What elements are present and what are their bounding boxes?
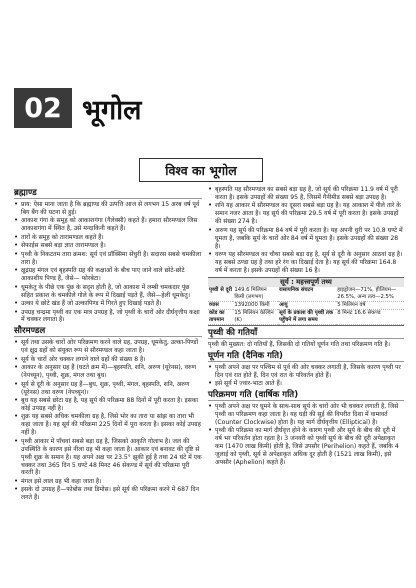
list-item: • इसे सूर्य में ज्वार-भाटा आते हैं। [208,380,404,388]
table-cell: 8 मिनट 16.6 सेकण्ड [336,309,404,324]
list-item: • आकाश गंगा के समूह को आकाशगंगा (गैलेक्सी) कहते हैं। हमारा सौरमण्डल जिस आकाशगंगा में स्थित है, उसे मन्दाकिनी कहते हैं। [14,217,202,233]
revolution-heading: परिक्रमण गति (वार्षिक गति) [208,390,404,401]
list-item: • वरुण यह सौरमण्डल का चौथा सबसे बड़ा ग्रह है, सूर्य से दूरी के अनुसार आठवां ग्रह है। यह सबसे ठण्डा ग्रह है तथा हरे रंग का दिखाई देता है। यह सूर्य की परिक्रमा 164.8 वर्ष में करता है। इसके उपग्रहों की संख्या 16 है। [208,251,404,275]
list-item: • उल्का ये छोटे खंड हैं जो उल्कापिण्ड में गिरते हुए दिखाई पड़ते हैं। [14,300,202,308]
list-item: • धूमकेतु के पीछे एक पूंछ के सदृश होती है, जो आकाश में लम्बी चमकदार पूंछ सहित प्रकाश के चमकीले गोले के रूप में दिखाई पड़ते हैं, जैसे—हेली धूमकेतु। [14,284,202,300]
brahmand-heading: ब्रह्माण्ड [14,188,202,199]
list-item: • मंगल इसे लाल ग्रह भी कहा जाता है। [14,478,202,486]
list-item: • पृथ्वी अपने अक्ष पर पश्चिम से पूर्व की ओर चक्कर लगाती है, जिसके कारण पृथ्वी पर दिन एवं रात होते हैं, दिन एवं रात के परिवर्तन होते हैं। [208,364,404,380]
table-cell: हाइड्रोजन—71%, हीलियम—26.5%, अन्य तत्व—2.5% [336,287,404,301]
table-cell: व्यास [208,301,233,309]
sun-facts-heading: सूर्य : महत्त्वपूर्ण तथ्य [208,278,404,287]
list-item: • क्षुद्रग्रह मंगल एवं बृहस्पति ग्रह की कक्षाओं के बीच पाए जाने वाले छोटे-छोटे आकाशीय पिण्ड हैं, जैसे— फोरबेटा। [14,267,202,283]
sun-facts-table [208,287,404,325]
list-item: • बृहस्पति यह सौरमण्डल का सबसे बड़ा ग्रह है, जो सूर्य की परिक्रमा 11.9 वर्ष में पूरी करता है। इसके उपग्रहों की संख्या 95 है, जिसमें गैनीमीड सबसे बड़ा उपग्रह है। [208,186,404,202]
section-title: विश्व का भूगोल [139,158,263,182]
table-cell: सूर्य के प्रकाश की पृथ्वी तक पहुँचने में लगा समय [278,309,336,324]
planets-list [208,186,404,275]
list-item: • पृथ्वी अपने अक्ष पर घूमने के साथ-साथ सूर्य के चारों ओर भी चक्कर लगाती है, जिसे पृथ्वी का परिक्रमण कहा जाता है। यह घड़ी की सुई की विपरीत दिशा में वामावर्त (Counter Clockwise) होता है। यह मार्ग दीर्घवृत्तीय (Elliptical) है। [208,403,404,427]
right-column [208,186,404,467]
saurmandal-list [14,339,202,502]
rotation-list [208,364,404,388]
rotation-heading: घूर्णन गति (दैनिक गति) [208,351,404,362]
table-cell: 5 मिलियन वर्ष [336,301,404,309]
list-item: • प्राय: ऐसा माना जाता है कि ब्रह्माण्ड की उत्पत्ति आज से लगभग 15 अरब वर्ष पूर्व बिग बैंग की घटना से हुई। [14,201,202,217]
left-column [14,186,202,503]
list-item: • बुध यह सबसे छोटा ग्रह है, यह सूर्य की परिक्रमा 88 दिनों में पूरी करता है। इसका कोई उपग्रह नहीं है। [14,397,202,413]
table-cell: रासायनिक संघटन [278,287,336,301]
table-cell: कोड का तापमान [208,309,233,324]
list-item: • सूर्य तथा उसके चारों ओर परिक्रमण करने वाले ग्रह, उपग्रह, धूमकेतु, उल्का-पिण्डों एवं क्षुद्र ग्रहों को संयुक्त रूप से सौरमण्डल कहा जाता है। [14,339,202,355]
table-row [208,309,404,324]
revolution-list [208,403,404,467]
list-item: • आकार के अनुसार ग्रह हैं (घटते क्रम में)—बृहस्पति, शनि, अरुण (यूरेनस), वरुण (नेपच्यून), पृथ्वी, शुक्र, मंगल तथा बुध। [14,364,202,380]
chapter-header [14,88,141,128]
list-item: • अरुण यह सूर्य की परिक्रमा 84 वर्ष में पूरी करता है। यह अपनी धुरी पर 10.8 घण्टे में घूमता है, जबकि सूर्य के चारों ओर 84 वर्ष में घूमता है। इसके उपग्रहों की संख्या 28 है। [208,227,404,251]
table-cell: 15 मिलियन केल्विन (K) [233,309,278,324]
list-item: • पृथ्वी के निकटतम तारा क्रमश: सूर्य एवं प्रॉक्सिमा सेंचुरी है। सदारस सबसे चमकीला तारा है। [14,251,202,267]
brahmand-list [14,201,202,324]
saurmandal-heading: सौरमण्डल [14,326,202,337]
table-cell: 1392000 किमी [233,301,278,309]
list-item: • सेफाईस सबसे बड़ा ज्ञात तारामण्डल है। [14,242,202,250]
table-row [208,287,404,301]
list-item: • पृथ्वी की परिक्रमा का मार्ग दीर्घवृत्त होने के कारण पृथ्वी और सूर्य के बीच की दूरी में वर्ष भर परिवर्तन होता रहता है। 3 जनवरी को पृथ्वी सूर्य के बीच की दूरी अपेक्षाकृत कम (1470 लाख किमी) होती है, जिसे उपसौर (Perihelion) कहते हैं, जबकि 4 जुलाई को पृथ्वी, सूर्य से अपेक्षाकृत अधिक दूर होती है (1521 लाख किमी), इसे अपसौर (Aphelion) कहते हैं। [208,427,404,467]
motions-heading: पृथ्वी की गतियाँ [208,328,404,339]
table-cell: पृथ्वी से दूरी [208,287,233,301]
table-cell: आयु [278,301,336,309]
list-item: • सूर्य के चारों ओर चक्कर लगाने वाले ग्रहों की संख्या 8 है। [14,356,202,364]
list-item: • इसके दो उपग्रह हैं—फोबोस तथा डिमोस। इसे सूर्य की परिक्रमा करने में 687 दिन लगते हैं। [14,486,202,502]
chapter-number: 02 [14,88,72,128]
list-item: • तारों के समूह को तारामण्डल कहते हैं। [14,234,202,242]
list-item: • उपग्रह चन्द्रमा पृथ्वी का एक मात्र उपग्रह है, जो पृथ्वी के चारों ओर दीर्घवृत्तीय कक्षा में चक्कर लगाता है। [14,309,202,325]
list-item: • शुक्र यह सबसे अधिक चमकीला ग्रह है, जिसे भोर का तारा या सांझ का तारा भी कहा जाता है। यह सूर्य की परिक्रमा 225 दिनों में पूरा करता है। इसका कोई उपग्रह नहीं है। [14,413,202,437]
list-item: • सूर्य से दूरी के अनुसार ग्रह हैं—बुध, शुक्र, पृथ्वी, मंगल, बृहस्पति, शनि, अरुण (यूरेनस) तथा वरुण (नेपच्यून)। [14,381,202,397]
list-item: • पृथ्वी आकार में पाँचवां सबसे बड़ा ग्रह है, जिसको आकृति गोलाभ है। जल की उपस्थिति के कारण इसे नीला ग्रह भी कहा जाता है। आकार एवं बनावट की दृष्टि से पृथ्वी शुक्र के समान है। यह अपने अक्ष पर 23.5° झुकी हुई है तथा 24 घंटे में एक चक्कर तथा 365 दिन 5 घण्टे 48 मिनट 46 सेकण्ड में सूर्य की परिक्रमा पूरी करती है। [14,438,202,478]
list-item: • शनि यह आकार में सौरमण्डल का दूसरा सबसे बड़ा ग्रह है। यह आकाश में पीले तारे के समान नजर आता है। यह सूर्य की परिक्रमा 29.5 वर्ष में पूरी करता है। इसके उपग्रहों की संख्या 274 है। [208,202,404,226]
sun-facts-box [208,277,404,326]
table-row [208,301,404,309]
chapter-title: भूगोल [82,94,142,126]
motions-intro: पृथ्वी की मुख्यत: दो गतियाँ हैं, जिसकी दो गतियों घूर्णन गति तथा परिक्रमण गति है। [208,340,391,348]
table-cell: 149.6 मिलियन किमी (लगभग) [233,287,278,301]
